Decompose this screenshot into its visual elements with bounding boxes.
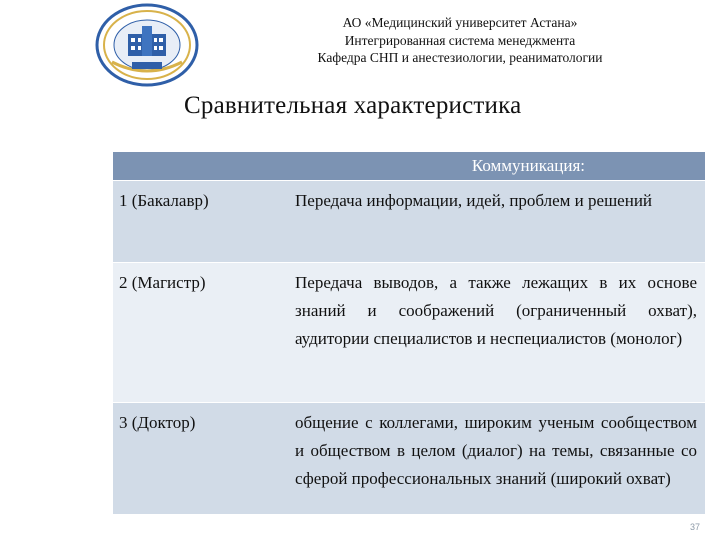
institution-header [250, 14, 670, 67]
table-header-col2: Коммуникация: [471, 156, 585, 175]
header-line-3: Кафедра СНП и анестезиологии, реаниматологии [317, 50, 603, 65]
table-header-row [113, 152, 705, 180]
row-text: Передача информации, идей, проблем и решений [295, 191, 653, 210]
slide-title: Сравнительная характеристика [184, 92, 522, 119]
table-header-col1 [113, 152, 289, 180]
university-logo [92, 2, 202, 88]
row-text: общение с коллегами, широким ученым сообществом и обществом в целом (диалог) на темы, связанные со сферой профессиональных знаний (широкий охват) [295, 413, 697, 488]
header-line-2: Интегрированная система менеджмента [344, 32, 576, 48]
page-number: 37 [690, 522, 701, 532]
row-text: Передача выводов, а также лежащих в их основе знаний и соображений (ограниченный охват), аудитории специалистов и неспециалистов (монолог) [295, 273, 697, 348]
row-level: 2 (Магистр) [119, 273, 206, 292]
table-row [113, 262, 705, 402]
row-level: 3 (Доктор) [119, 413, 196, 432]
row-level: 1 (Бакалавр) [119, 191, 209, 210]
comparison-table [113, 152, 705, 514]
header-line-1: АО «Медицинский университет Астана» [342, 15, 578, 30]
table-row [113, 402, 705, 514]
table-row [113, 180, 705, 262]
